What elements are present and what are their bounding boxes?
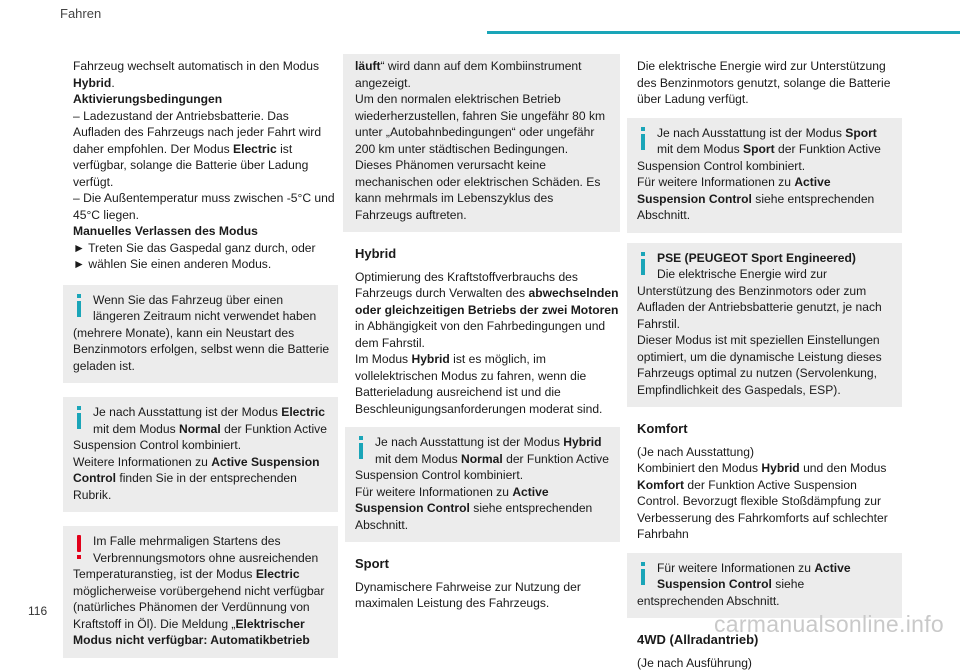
info-note: Je nach Ausstattung ist der Modus Sport mit dem Modus Sport der Funktion Active Suspension Control kombiniert. Für weitere Informationen zu Active Suspension Control siehe entsprechenden Abschnitt.: [627, 118, 902, 233]
paragraph: Optimierung des Kraftstoffverbrauchs des Fahrzeugs durch Verwalten des abwechselnden oder gleichzeitigen Betriebs der zwei Motoren in Abhängigkeit von den Fahrbedingungen und dem Fahrstil.: [355, 269, 620, 352]
info-note: Je nach Ausstattung ist der Modus Electric mit dem Modus Normal der Funktion Active Suspension Control kombiniert. Weitere Informationen zu Active Suspension Control finden Sie in der entsprechenden Rubrik.: [63, 397, 338, 512]
warning-icon: [73, 535, 87, 563]
list-item: ► Treten Sie das Gaspedal ganz durch, oder: [73, 240, 338, 257]
column-2: [355, 54, 620, 612]
info-icon: [637, 252, 651, 280]
info-icon: [73, 406, 87, 434]
info-icon: [355, 436, 369, 464]
paragraph: Dynamischere Fahrweise zur Nutzung der maximalen Leistung des Fahrzeugs.: [355, 579, 620, 612]
section-heading-4wd: 4WD (Allradantrieb): [637, 632, 902, 649]
paragraph: (Je nach Ausführung): [637, 655, 902, 671]
info-note: Je nach Ausstattung ist der Modus Hybrid mit dem Modus Normal der Funktion Active Suspension Control kombiniert. Für weitere Informationen zu Active Suspension Control siehe entsprechenden Abschnitt.: [345, 427, 620, 542]
condition-item: – Ladezustand der Antriebsbatterie. Das Aufladen des Fahrzeugs nach jeder Fahrt wird daher empfohlen. Der Modus Electric ist verfügbar, solange die Batterie über Ladung verfügt.: [73, 108, 338, 191]
info-icon: [637, 562, 651, 590]
chapter-title: Fahren: [60, 6, 101, 21]
info-icon: [637, 127, 651, 155]
warning-note-continued: läuft“ wird dann auf dem Kombiinstrument angezeigt. Um den normalen elektrischen Betrieb wiederherzustellen, fahren Sie ungefähr 80 km unter „Autobahnbedingungen“ oder ungefähr 200 km unter städtischen Bedingungen. Dieses Phänomen verursacht keine mechanischen oder elektrischen Schäden. Es kann mehrmals im Lebenszyklus des Fahrzeugs auftreten.: [343, 54, 620, 232]
paragraph: Fahrzeug wechselt automatisch in den Modus Hybrid.: [73, 58, 338, 91]
section-heading-manual-exit: Manuelles Verlassen des Modus: [73, 223, 338, 240]
warning-note: Im Falle mehrmaligen Startens des Verbrennungsmotors ohne ausreichenden Temperaturanstieg, ist der Modus Electric möglicherweise vorübergehend nicht verfügbar (natürliches Phänomen der Verdünnung von Kraftstoff in Öl). Die Meldung „Elektrischer Modus nicht verfügbar: Automatikbetrieb: [63, 526, 338, 658]
chapter-accent-bar: [487, 31, 960, 34]
section-heading-activation: Aktivierungsbedingungen: [73, 91, 338, 108]
info-note: Wenn Sie das Fahrzeug über einen längeren Zeitraum nicht verwendet haben (mehrere Monate), kann ein Neustart des Benzinmotors erfolgen, selbst wenn die Batterie geladen ist.: [63, 285, 338, 384]
condition-item: – Die Außentemperatur muss zwischen -5°C und 45°C liegen.: [73, 190, 338, 223]
watermark: carmanualsonline.info: [714, 611, 944, 638]
info-icon: [73, 294, 87, 322]
column-1: [73, 58, 338, 668]
section-heading-hybrid: Hybrid: [355, 246, 620, 263]
paragraph: Im Modus Hybrid ist es möglich, im vollelektrischen Modus zu fahren, wenn die Batterieladung ausreichend ist und die Beschleunigungsanforderungen moderat sind.: [355, 351, 620, 417]
paragraph: Die elektrische Energie wird zur Unterstützung des Benzinmotors genutzt, solange die Batterie über Ladung verfügt.: [637, 58, 902, 108]
section-heading-komfort: Komfort: [637, 421, 902, 438]
paragraph: (Je nach Ausstattung): [637, 444, 902, 461]
column-3: [637, 58, 902, 671]
paragraph: Kombiniert den Modus Hybrid und den Modus Komfort der Funktion Active Suspension Control. Bevorzugt flexible Stoßdämpfung zur Verbesserung des Fahrkomforts auf schlechter Fahrbahn: [637, 460, 902, 543]
list-item: ► wählen Sie einen anderen Modus.: [73, 256, 338, 273]
info-note: PSE (PEUGEOT Sport Engineered) Die elektrische Energie wird zur Unterstützung des Benzinmotors oder zum Aufladen der Antriebsbatterie genutzt, je nach Fahrstil. Dieser Modus ist mit speziellen Einstellungen optimiert, um die dynamische Leistung dieses Fahrzeugs optimal zu nutzen (Servolenkung, Empfindlichkeit des Gaspedals, ESP).: [627, 243, 902, 408]
section-heading-sport: Sport: [355, 556, 620, 573]
page-number: 116: [28, 604, 47, 618]
info-note: Für weitere Informationen zu Active Suspension Control siehe entsprechenden Abschnitt.: [627, 553, 902, 619]
